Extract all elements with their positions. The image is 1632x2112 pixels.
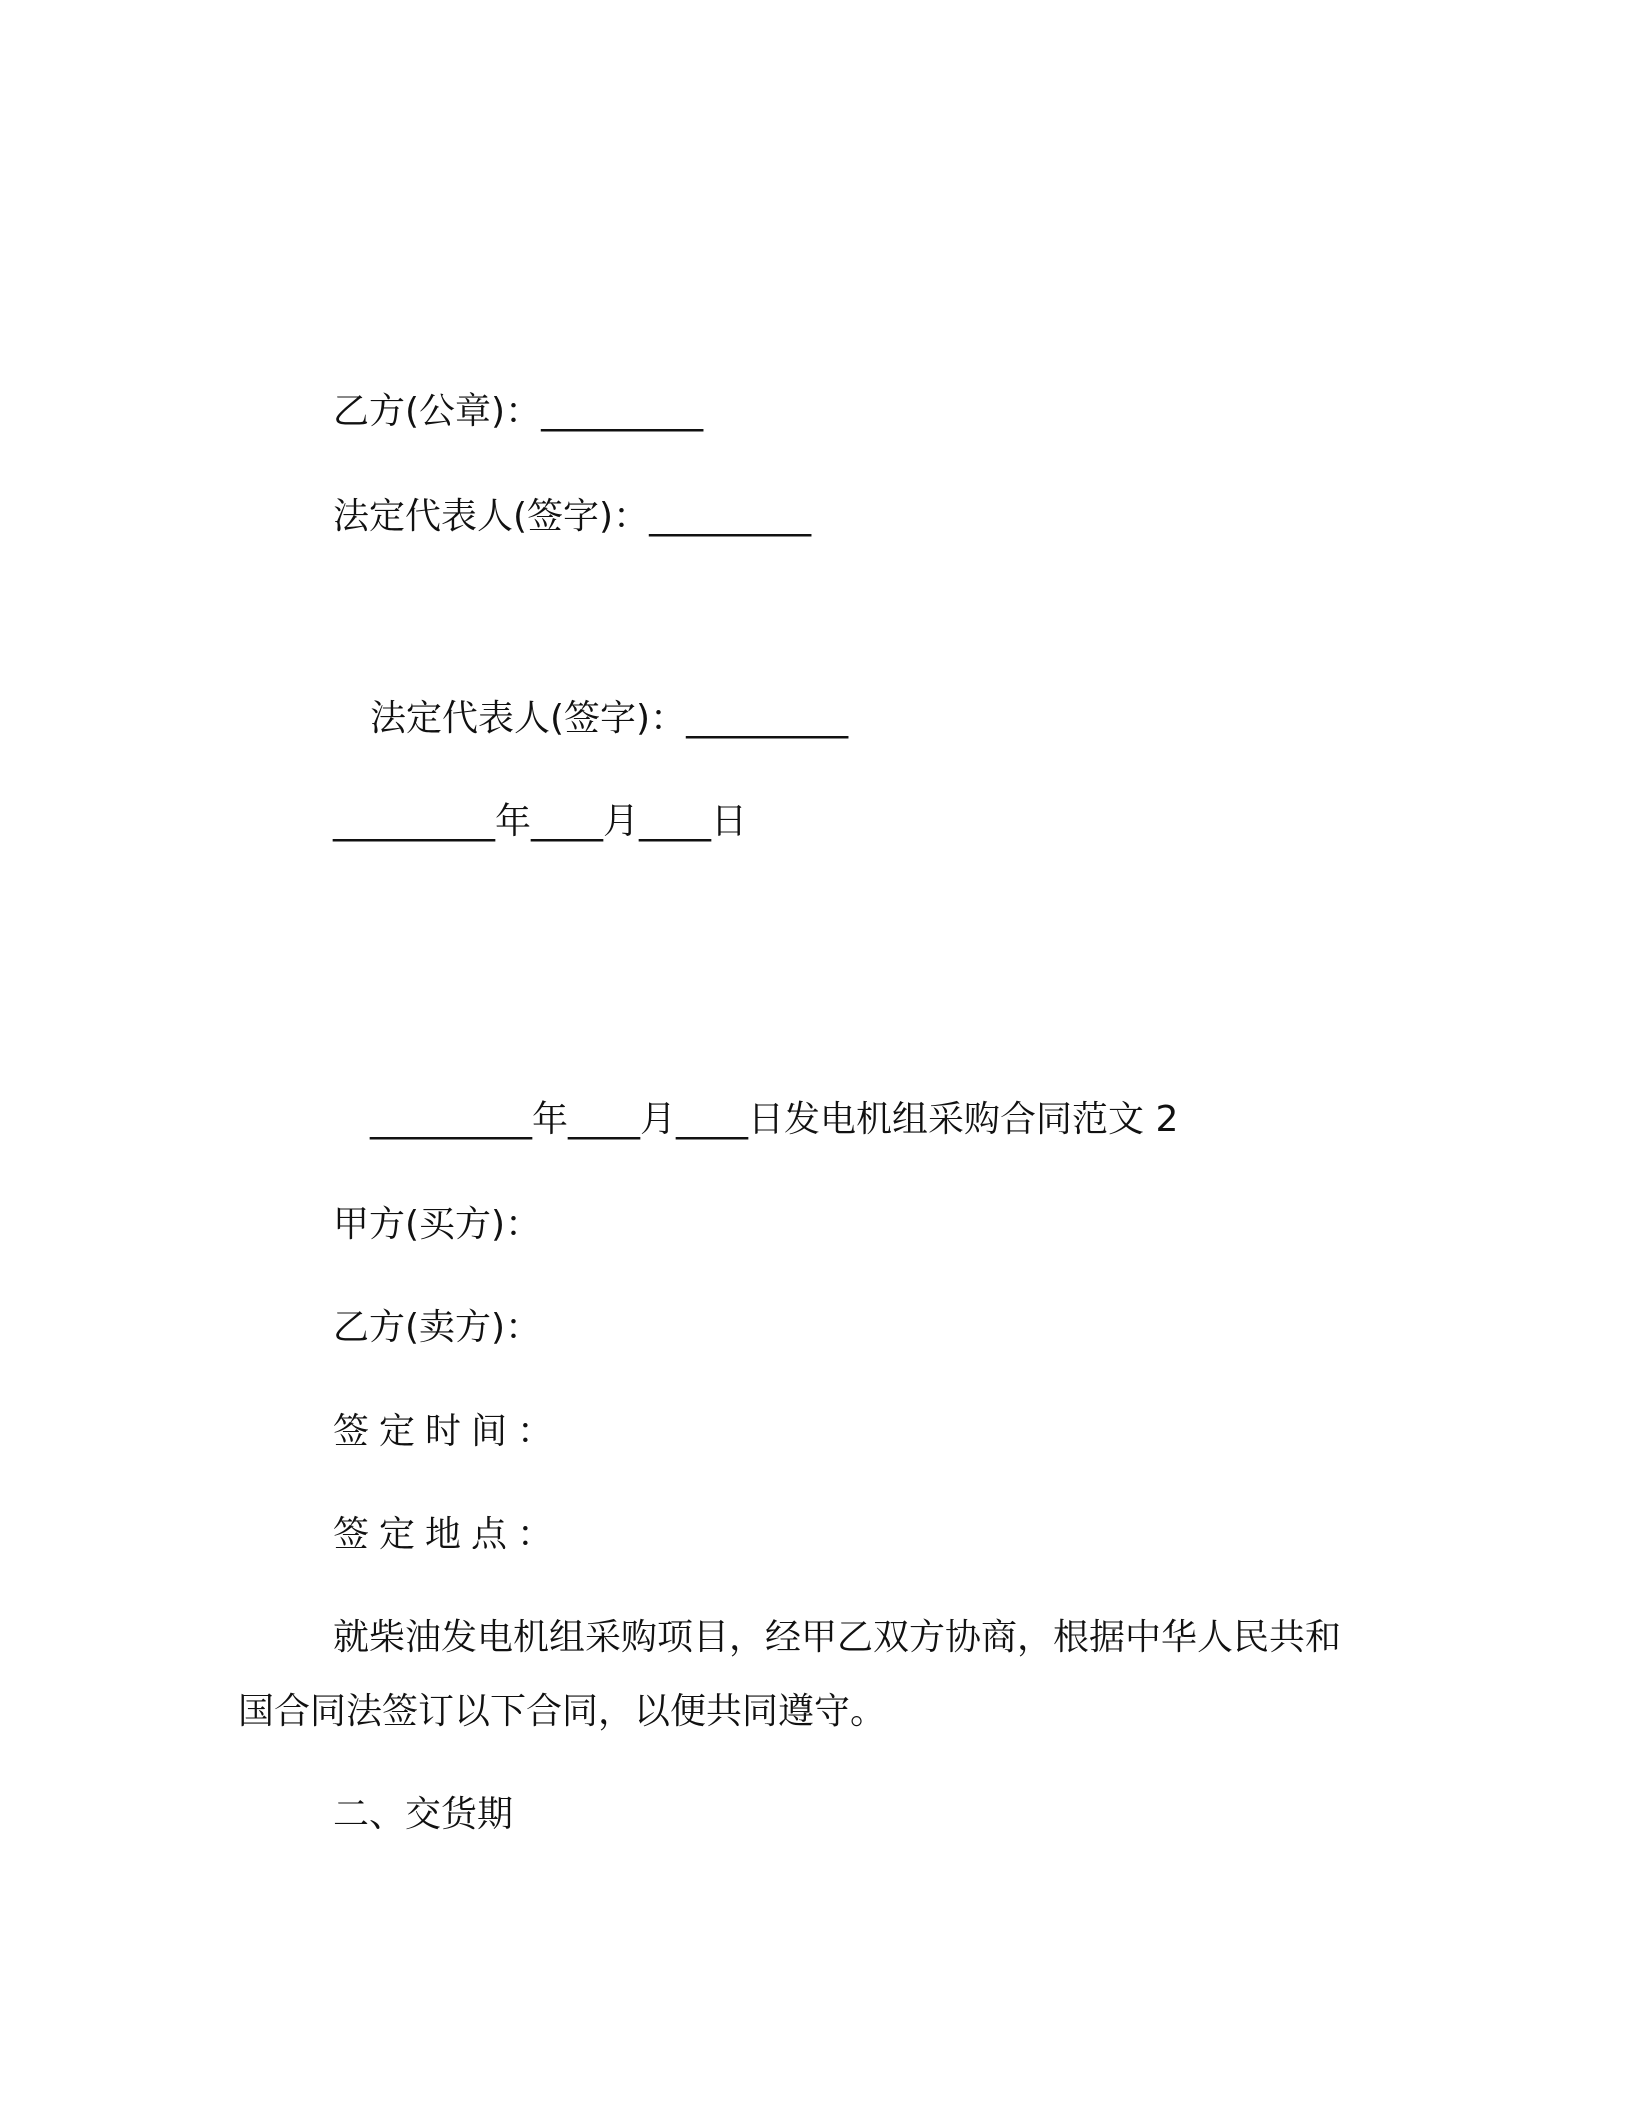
legal-representative-signature-line: 法定代表人(签字)：_________ [333,496,812,537]
preamble-paragraph-line-1: 就柴油发电机组采购项目，经甲乙双方协商，根据中华人民共和 [333,1617,1342,1658]
signing-time-label: 签定时间： [333,1411,564,1452]
signing-place-label: 签定地点： [333,1514,564,1555]
preamble-paragraph-line-2: 国合同法签订以下合同，以便共同遵守。 [238,1691,887,1732]
legal-representative-signature-line-2: 法定代表人(签字)：_________ [370,698,849,739]
contract-heading: _________年____月____日发电机组采购合同范文 2 [370,1099,1179,1140]
party-b-seller-label: 乙方(卖方)： [333,1307,542,1348]
party-b-seal-line: 乙方(公章)：_________ [333,391,704,432]
party-a-buyer-label: 甲方(买方)： [333,1204,542,1245]
date-line: _________年____月____日 [333,801,747,842]
section-heading-delivery: 二、交货期 [333,1794,514,1835]
